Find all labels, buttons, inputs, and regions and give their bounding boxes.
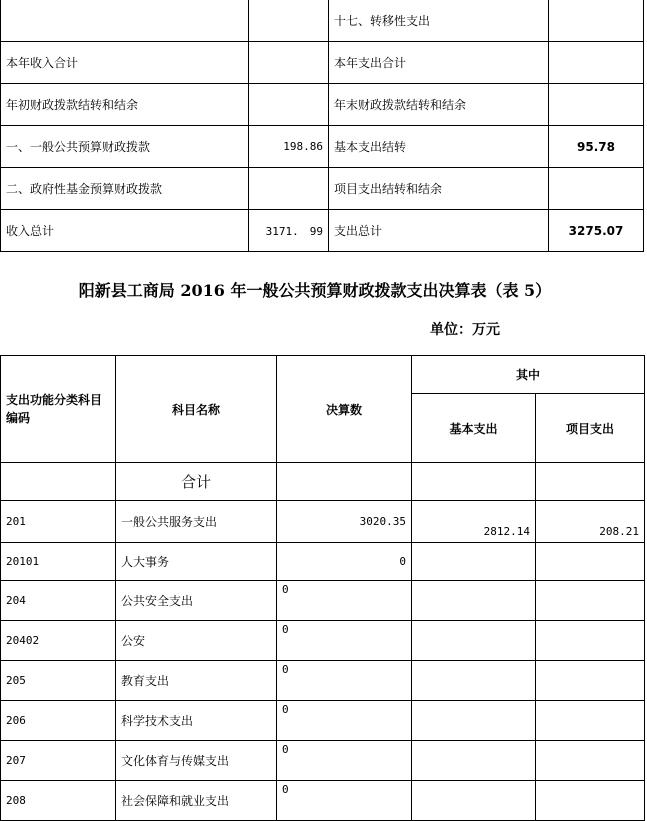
left-label: 本年收入合计 — [1, 42, 249, 84]
table-row — [1, 741, 645, 781]
left-value: 3171. 99 — [249, 210, 329, 252]
header-of-which: 其中 — [412, 356, 645, 394]
row-basic — [412, 543, 536, 581]
row-code: 20402 — [1, 621, 116, 661]
row-project — [536, 661, 645, 701]
row-project — [536, 701, 645, 741]
table-row — [1, 661, 645, 701]
total-basic — [412, 463, 536, 501]
row-name: 公共安全支出 — [116, 581, 277, 621]
row-name: 一般公共服务支出 — [116, 501, 277, 543]
right-label: 支出总计 — [329, 210, 549, 252]
header-code: 支出功能分类科目编码 — [1, 356, 116, 463]
row-code: 201 — [1, 501, 116, 543]
row-amount: 0 — [277, 781, 412, 821]
row-amount: 0 — [277, 543, 412, 581]
row-project — [536, 621, 645, 661]
header-name: 科目名称 — [116, 356, 277, 463]
right-label: 基本支出结转 — [329, 126, 549, 168]
row-name: 文化体育与传媒支出 — [116, 741, 277, 781]
expenditure-table — [0, 355, 645, 821]
row-code: 204 — [1, 581, 116, 621]
row-code: 205 — [1, 661, 116, 701]
row-amount: 3020.35 — [277, 501, 412, 543]
row-basic — [412, 741, 536, 781]
right-value — [549, 42, 644, 84]
left-label: 二、政府性基金预算财政拨款 — [1, 168, 249, 210]
left-label: 一、一般公共预算财政拨款 — [1, 126, 249, 168]
left-value — [249, 42, 329, 84]
row-basic — [412, 781, 536, 821]
row-basic — [412, 661, 536, 701]
row-name: 人大事务 — [116, 543, 277, 581]
total-code — [1, 463, 116, 501]
row-basic — [412, 621, 536, 661]
header-basic: 基本支出 — [412, 394, 536, 463]
table-row — [1, 126, 644, 168]
row-name: 社会保障和就业支出 — [116, 781, 277, 821]
header-amount: 决算数 — [277, 356, 412, 463]
table-row — [1, 84, 644, 126]
row-basic — [412, 701, 536, 741]
row-project — [536, 741, 645, 781]
header-project: 项目支出 — [536, 394, 645, 463]
unit-label: 单位：万元 — [430, 322, 500, 338]
left-value — [249, 84, 329, 126]
row-project — [536, 781, 645, 821]
row-amount: 0 — [277, 581, 412, 621]
table-row — [1, 781, 645, 821]
row-code: 207 — [1, 741, 116, 781]
table-row — [1, 543, 645, 581]
row-code: 208 — [1, 781, 116, 821]
row-amount: 0 — [277, 741, 412, 781]
right-label: 十七、转移性支出 — [329, 0, 549, 42]
right-label: 本年支出合计 — [329, 42, 549, 84]
row-code: 20101 — [1, 543, 116, 581]
right-label: 年末财政拨款结转和结余 — [329, 84, 549, 126]
right-value — [549, 168, 644, 210]
row-project: 208.21 — [536, 501, 645, 543]
table-row — [1, 501, 645, 543]
table-row — [1, 701, 645, 741]
row-name: 科学技术支出 — [116, 701, 277, 741]
header-row — [1, 356, 645, 394]
row-name: 教育支出 — [116, 661, 277, 701]
right-value: 3275.07 — [549, 210, 644, 252]
left-value — [249, 168, 329, 210]
right-value: 95.78 — [549, 126, 644, 168]
row-amount: 0 — [277, 661, 412, 701]
left-label — [1, 0, 249, 42]
row-basic — [412, 581, 536, 621]
left-label: 年初财政拨款结转和结余 — [1, 84, 249, 126]
row-project — [536, 581, 645, 621]
row-amount: 0 — [277, 701, 412, 741]
right-value — [549, 84, 644, 126]
left-value — [249, 0, 329, 42]
table-row — [1, 621, 645, 661]
row-code: 206 — [1, 701, 116, 741]
row-amount: 0 — [277, 621, 412, 661]
left-value: 198.86 — [249, 126, 329, 168]
right-label: 项目支出结转和结余 — [329, 168, 549, 210]
total-project — [536, 463, 645, 501]
total-amount — [277, 463, 412, 501]
right-value — [549, 0, 644, 42]
table-row — [1, 581, 645, 621]
page-title: 阳新县工商局 2016 年一般公共预算财政拨款支出决算表（表 5） — [78, 281, 552, 300]
total-row — [1, 463, 645, 501]
left-label: 收入总计 — [1, 210, 249, 252]
row-basic: 2812.14 — [412, 501, 536, 543]
table-row — [1, 0, 644, 42]
total-label: 合计 — [116, 463, 277, 501]
income-expense-summary-table — [0, 0, 644, 252]
table-row — [1, 210, 644, 252]
row-name: 公安 — [116, 621, 277, 661]
row-project — [536, 543, 645, 581]
table-row — [1, 42, 644, 84]
table-row — [1, 168, 644, 210]
